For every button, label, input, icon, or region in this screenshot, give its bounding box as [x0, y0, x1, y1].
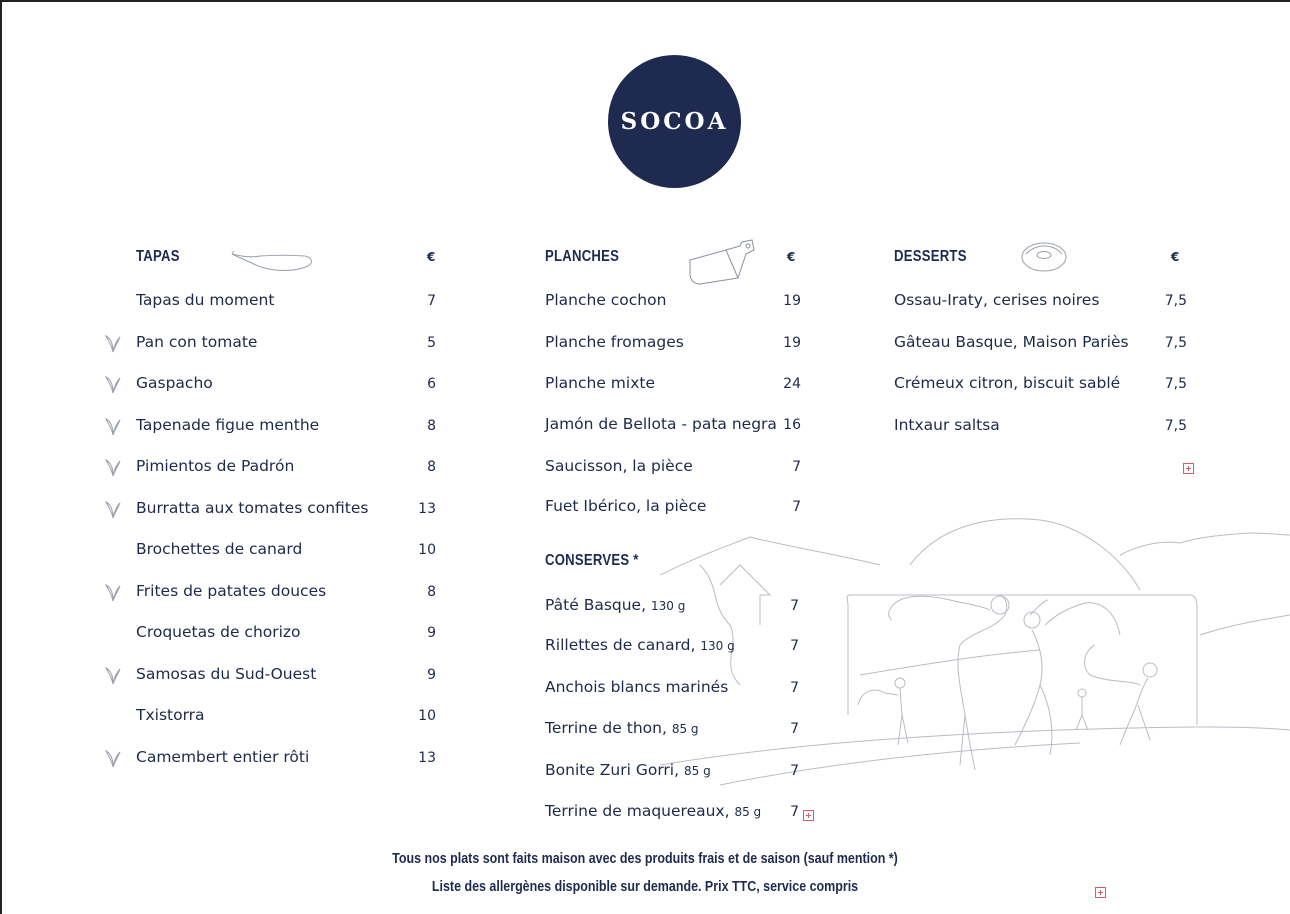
tapas-item	[136, 623, 301, 641]
planche-item	[545, 291, 666, 309]
tapas-item	[136, 582, 326, 600]
dessert-item	[894, 416, 1000, 434]
item-label: Burratta aux tomates confites	[136, 498, 369, 517]
desserts-currency: €	[1171, 250, 1180, 264]
tapas-item	[136, 706, 205, 724]
desserts-heading: DESSERTS	[894, 248, 967, 265]
tapas-item	[136, 374, 213, 392]
item-label: Brochettes de canard	[136, 540, 303, 558]
item-weight: 130 g	[650, 599, 686, 613]
plus-box-icon[interactable]	[803, 810, 814, 821]
basque-dancers-illustration	[660, 515, 1290, 805]
vegetarian-leaf-icon	[104, 458, 122, 478]
item-label: Bonite Zuri Gorri,	[545, 761, 680, 779]
item-label: Gaspacho	[136, 374, 213, 392]
menu-item-price: 16	[783, 417, 801, 433]
menu-item-price: 8	[427, 583, 436, 600]
footer-homemade-note: Tous nos plats sont faits maison avec des produits frais et de saison (sauf mention *)	[392, 851, 898, 867]
item-label: Txistorra	[136, 706, 205, 724]
item-label: Saucisson, la pièce	[545, 457, 693, 475]
menu-item-price: 7	[790, 680, 799, 696]
menu-item-price: 13	[418, 500, 436, 517]
vegetarian-leaf-icon	[104, 583, 122, 603]
tapas-item	[136, 540, 302, 558]
item-label: Crémeux citron, biscuit sablé	[894, 374, 1121, 392]
menu-item-price: 7	[792, 459, 801, 475]
menu-item-price: 7,5	[1164, 334, 1187, 351]
planche-item	[545, 497, 706, 515]
cutting-board-icon	[686, 238, 758, 286]
conserve-item	[545, 761, 711, 779]
menu-item-price: 10	[418, 542, 436, 558]
item-weight: 85 g	[734, 805, 762, 819]
menu-item-price: 7	[790, 638, 799, 654]
menu-item-price: 7	[790, 598, 799, 614]
vegetarian-leaf-icon	[104, 749, 122, 769]
item-label: Ossau-Iraty, cerises noires	[894, 291, 1100, 309]
menu-item-price: 7,5	[1164, 293, 1187, 309]
item-label: Terrine de thon,	[545, 719, 667, 737]
socoa-logo	[608, 55, 741, 188]
menu-item-price: 7,5	[1164, 376, 1187, 392]
item-label: Rillettes de canard,	[545, 636, 696, 654]
menu-item-price: 9	[427, 666, 436, 683]
item-label: Pan con tomate	[136, 332, 258, 351]
menu-item-price: 19	[783, 293, 801, 309]
item-weight: 130 g	[700, 639, 735, 653]
tapas-item	[136, 665, 316, 683]
donut-icon	[1018, 240, 1070, 276]
item-label: Pâté Basque,	[545, 596, 647, 614]
item-label: Frites de patates douces	[136, 581, 327, 600]
tapas-item	[136, 291, 274, 309]
menu-item-price: 13	[418, 749, 436, 766]
vegetarian-leaf-icon	[104, 375, 122, 395]
menu-item-price: 5	[427, 334, 436, 351]
planches-heading: PLANCHES	[545, 248, 620, 265]
tapas-currency: €	[427, 250, 436, 264]
item-label: Fuet Ibérico, la pièce	[545, 497, 707, 515]
item-label: Anchois blancs marinés	[545, 678, 729, 696]
menu-item-price: 8	[427, 417, 436, 434]
item-label: Samosas du Sud-Ouest	[136, 664, 317, 683]
conserve-item	[545, 636, 735, 654]
menu-item-price: 24	[783, 376, 801, 392]
tapas-heading: TAPAS	[136, 248, 180, 265]
item-label: Planche cochon	[545, 291, 667, 309]
vegetarian-leaf-icon	[104, 334, 122, 354]
item-label: Tapenade figue menthe	[136, 415, 320, 434]
conserve-item	[545, 719, 699, 737]
menu-item-price: 8	[427, 459, 436, 475]
planche-item	[545, 415, 777, 433]
dessert-item	[894, 374, 1120, 392]
plus-box-icon[interactable]	[1183, 463, 1194, 474]
menu-item-price: 7	[790, 721, 799, 737]
item-label: Pimientos de Padrón	[136, 457, 295, 475]
tapas-item	[136, 416, 319, 434]
planche-item	[545, 333, 684, 351]
menu-item-price: 7	[790, 763, 799, 779]
conserve-item	[545, 678, 728, 696]
item-label: Jamón de Bellota - pata negra	[545, 415, 777, 433]
vegetarian-leaf-icon	[104, 417, 122, 437]
planche-item	[545, 374, 655, 392]
menu-item-price: 7	[790, 804, 799, 820]
menu-item-price: 10	[418, 708, 436, 724]
vegetarian-leaf-icon	[104, 666, 122, 686]
tapas-item	[136, 457, 294, 475]
conserves-heading: CONSERVES *	[545, 552, 639, 569]
menu-item-price: 6	[427, 376, 436, 392]
dessert-item	[894, 333, 1129, 351]
item-label: Planche mixte	[545, 374, 655, 392]
item-label: Planche fromages	[545, 333, 684, 351]
chili-pepper-icon	[230, 250, 315, 275]
planches-currency: €	[787, 250, 796, 264]
menu-item-price: 7	[792, 499, 801, 515]
plus-box-icon[interactable]	[1095, 887, 1106, 898]
item-label: Camembert entier rôti	[136, 747, 310, 766]
conserve-item	[545, 596, 685, 614]
menu-item-price: 19	[783, 335, 801, 351]
logo-text: SOCOA	[620, 108, 729, 135]
tapas-item	[136, 499, 369, 517]
vegetarian-leaf-icon	[104, 500, 122, 520]
tapas-item	[136, 333, 257, 351]
item-weight: 85 g	[671, 722, 699, 736]
menu-item-price: 7	[427, 293, 436, 309]
menu-item-price: 9	[427, 625, 436, 641]
item-label: Intxaur saltsa	[894, 415, 1000, 434]
item-label: Croquetas de chorizo	[136, 623, 301, 641]
dessert-item	[894, 291, 1099, 309]
item-label: Tapas du moment	[136, 291, 275, 309]
planche-item	[545, 457, 693, 475]
tapas-item	[136, 748, 309, 766]
menu-item-price: 7,5	[1164, 417, 1187, 434]
item-weight: 85 g	[683, 764, 711, 778]
footer-allergens-note: Liste des allergènes disponible sur demande. Prix TTC, service compris	[431, 879, 859, 895]
item-label: Terrine de maquereaux,	[545, 802, 730, 820]
item-label: Gâteau Basque, Maison Pariès	[894, 332, 1129, 351]
conserve-item	[545, 802, 761, 820]
